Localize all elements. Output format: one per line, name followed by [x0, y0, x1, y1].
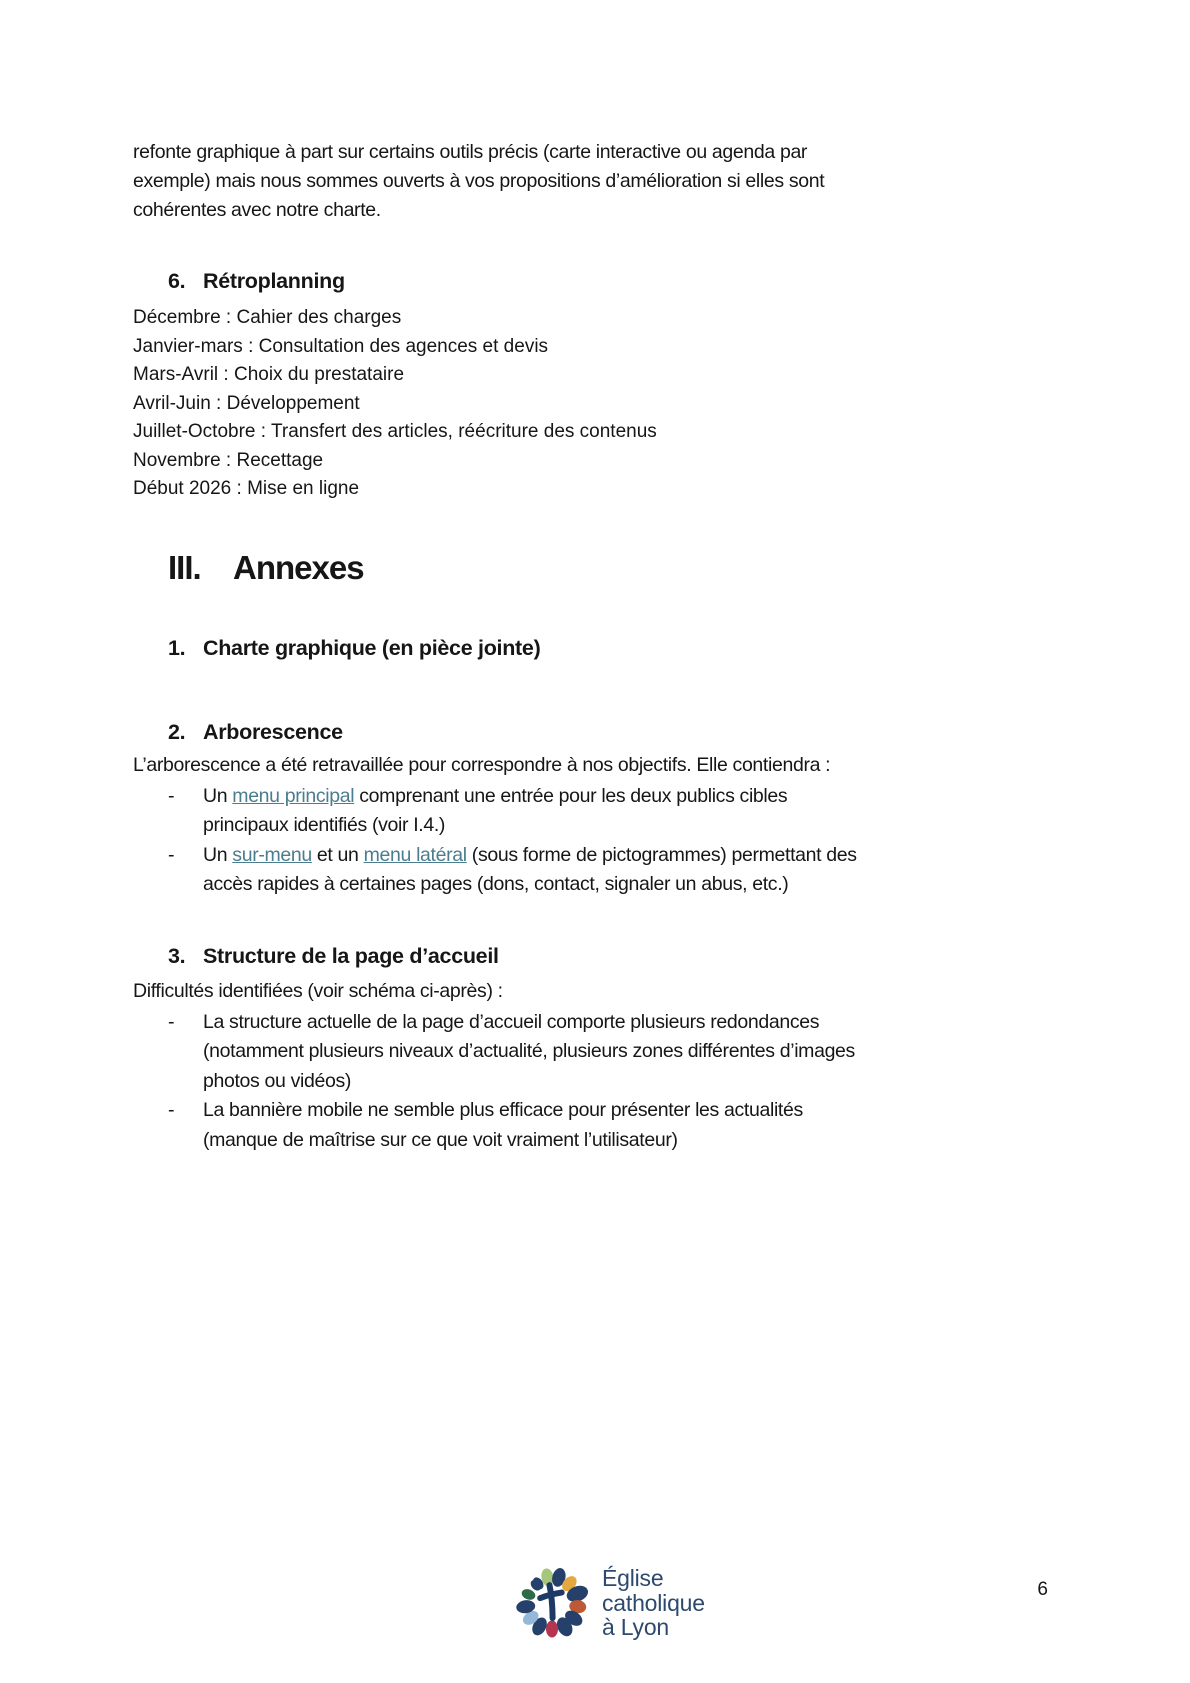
heading-number: III. — [168, 548, 201, 586]
retroplanning-item: Juillet-Octobre : Transfert des articles, réécriture des contenus — [133, 421, 657, 442]
intro-paragraph-line: exemple) mais nous sommes ouverts à vos propositions d’amélioration si elles sont — [133, 170, 825, 192]
heading-arborescence — [133, 719, 1057, 746]
retroplanning-item: Mars-Avril : Choix du prestataire — [133, 364, 405, 385]
logo-wordmark-line: Église — [602, 1565, 664, 1592]
text-segment: photos ou vidéos) — [203, 1069, 351, 1092]
inline-link[interactable]: menu principal — [232, 784, 355, 807]
bullet-marker: - — [168, 784, 175, 807]
bullet-text — [203, 841, 1057, 900]
heading-number: 2. — [168, 719, 186, 744]
bullet-item — [133, 1008, 1057, 1097]
arborescence-intro: L’arborescence a été retravaillée pour correspondre à nos objectifs. Elle contiendra : — [133, 753, 831, 776]
text-segment: (manque de maîtrise sur ce que voit vraiment l’utilisateur) — [203, 1128, 678, 1151]
page-number: 6 — [1037, 1579, 1048, 1600]
heading-label: Rétroplanning — [203, 269, 345, 293]
bullet-item — [133, 782, 1057, 841]
text-segment: La structure actuelle de la page d’accueil comporte plusieurs redondances — [203, 1010, 820, 1033]
text-segment: (notamment plusieurs niveaux d’actualité, plusieurs zones différentes d’images — [203, 1040, 855, 1062]
heading-number: 6. — [168, 269, 186, 293]
footer-logo — [512, 1563, 705, 1643]
retroplanning-list — [133, 304, 1057, 504]
heading-label: Structure de la page d’accueil — [203, 943, 499, 968]
text-segment: accès rapides à certaines pages (dons, contact, signaler un abus, etc.) — [203, 873, 789, 895]
retroplanning-item: Décembre : Cahier des charges — [133, 307, 402, 328]
structure-intro: Difficultés identifiées (voir schéma ci-après) : — [133, 979, 503, 1002]
bullet-item — [133, 1096, 1057, 1155]
bullet-marker: - — [168, 843, 175, 866]
heading-number: 3. — [168, 943, 186, 968]
text-segment: (sous forme de pictogrammes) permettant des — [466, 843, 857, 866]
bullet-marker: - — [168, 1099, 175, 1121]
text-segment: La bannière mobile ne semble plus efficace pour présenter les actualités — [203, 1099, 803, 1121]
heading-charte-graphique — [133, 635, 1057, 662]
retroplanning-item: Novembre : Recettage — [133, 449, 324, 471]
intro-paragraph-line: cohérentes avec notre charte. — [133, 199, 381, 221]
text-segment: comprenant une entrée pour les deux publics cibles — [354, 784, 788, 807]
logo-wordmark-line: à Lyon — [602, 1614, 670, 1641]
bullet-item — [133, 841, 1057, 900]
heading-retroplanning — [133, 268, 1057, 295]
intro-paragraph-line: refonte graphique à part sur certains outils précis (carte interactive ou agenda par — [133, 141, 808, 163]
bullet-text — [203, 782, 1057, 841]
structure-bullet-list — [133, 1008, 1057, 1156]
text-segment: Un — [203, 784, 233, 807]
text-segment: principaux identifiés (voir I.4.) — [203, 814, 446, 836]
text-segment: Un — [203, 843, 233, 866]
retroplanning-item: Avril-Juin : Développement — [133, 392, 360, 414]
text-segment: et un — [311, 843, 364, 866]
arborescence-bullet-list — [133, 782, 1057, 900]
retroplanning-item: Début 2026 : Mise en ligne — [133, 478, 360, 499]
intro-paragraph — [133, 138, 1057, 225]
heading-structure-accueil — [133, 943, 1057, 970]
inline-link[interactable]: sur-menu — [232, 843, 312, 866]
bullet-text — [203, 1008, 1057, 1097]
bullet-text — [203, 1096, 1057, 1155]
heading-label: Arborescence — [203, 719, 343, 744]
inline-link[interactable]: menu latéral — [363, 843, 467, 866]
bullet-marker: - — [168, 1010, 175, 1033]
heading-number: 1. — [168, 635, 186, 660]
eglise-catholique-lyon-logo-icon — [512, 1563, 592, 1643]
logo-wordmark-line: catholique — [602, 1589, 705, 1616]
retroplanning-item: Janvier-mars : Consultation des agences et devis — [133, 335, 549, 357]
heading-label: Charte graphique (en pièce jointe) — [203, 635, 541, 660]
heading-annexes — [133, 548, 1057, 588]
logo-wordmark — [602, 1566, 705, 1640]
heading-label: Annexes — [233, 548, 364, 586]
